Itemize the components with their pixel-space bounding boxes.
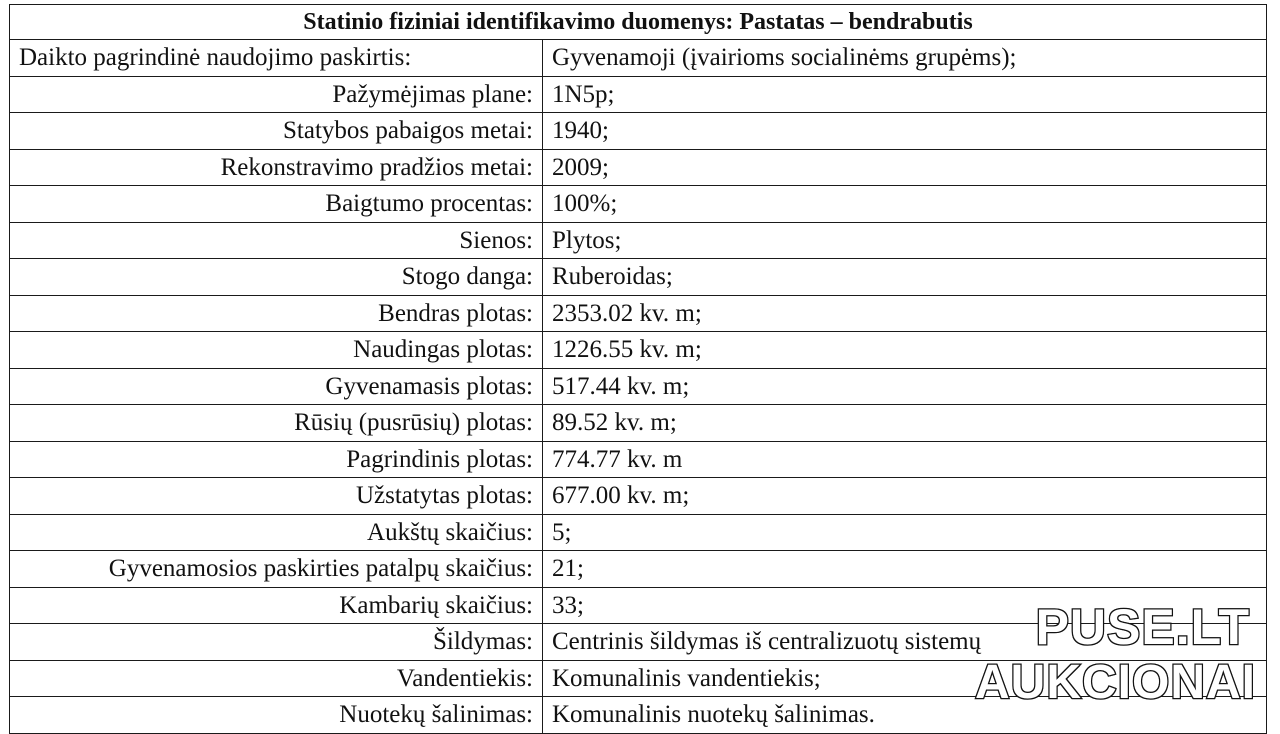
row-label: Gyvenamasis plotas:: [10, 368, 543, 405]
row-value: Komunalinis vandentiekis;: [543, 660, 1267, 697]
row-value: 677.00 kv. m;: [543, 478, 1267, 515]
row-label: Nuotekų šalinimas:: [10, 697, 543, 734]
row-label: Rekonstravimo pradžios metai:: [10, 149, 543, 186]
watermark-site: PUSE.LT: [1035, 599, 1250, 655]
row-value: 2353.02 kv. m;: [543, 295, 1267, 332]
table-row: [10, 332, 1267, 369]
row-value: Plytos;: [543, 222, 1267, 259]
watermark-section: AUKCIONAI: [975, 656, 1256, 709]
table-row: [10, 186, 1267, 223]
table-row: [10, 478, 1267, 515]
row-value: 1940;: [543, 113, 1267, 150]
table-row: [10, 222, 1267, 259]
row-label: Šildymas:: [10, 624, 543, 661]
row-value: 5;: [543, 514, 1267, 551]
row-value: 89.52 kv. m;: [543, 405, 1267, 442]
row-label: Bendras plotas:: [10, 295, 543, 332]
row-value: 2009;: [543, 149, 1267, 186]
table-row: [10, 368, 1267, 405]
row-label: Stogo danga:: [10, 259, 543, 296]
row-label: Kambarių skaičius:: [10, 587, 543, 624]
row-value: Gyvenamoji (įvairioms socialinėms grupėms);: [543, 40, 1267, 77]
row-value: 21;: [543, 551, 1267, 588]
row-label: Sienos:: [10, 222, 543, 259]
row-value: Komunalinis nuotekų šalinimas.: [543, 697, 1267, 734]
table-row: [10, 113, 1267, 150]
row-label: Aukštų skaičius:: [10, 514, 543, 551]
table-row: [10, 295, 1267, 332]
table-row: [10, 441, 1267, 478]
row-label: Baigtumo procentas:: [10, 186, 543, 223]
row-value: 1226.55 kv. m;: [543, 332, 1267, 369]
table-row: [10, 259, 1267, 296]
row-label: Vandentiekis:: [10, 660, 543, 697]
row-value: Centrinis šildymas iš centralizuotų sistemų: [543, 624, 1267, 661]
row-label: Gyvenamosios paskirties patalpų skaičius:: [10, 551, 543, 588]
table-header-row: [10, 5, 1267, 40]
table-row: [10, 76, 1267, 113]
row-value: Ruberoidas;: [543, 259, 1267, 296]
row-label: Statybos pabaigos metai:: [10, 113, 543, 150]
row-label: Daikto pagrindinė naudojimo paskirtis:: [10, 40, 543, 77]
row-label: Rūsių (pusrūsių) plotas:: [10, 405, 543, 442]
table-row: [10, 40, 1267, 77]
row-value: 100%;: [543, 186, 1267, 223]
row-value: 774.77 kv. m: [543, 441, 1267, 478]
row-value: 33;: [543, 587, 1267, 624]
row-label: Pagrindinis plotas:: [10, 441, 543, 478]
row-label: Pažymėjimas plane:: [10, 76, 543, 113]
table-title: Statinio fiziniai identifikavimo duomenys: Pastatas – bendrabutis: [10, 5, 1267, 40]
row-value: 1N5p;: [543, 76, 1267, 113]
row-value: 517.44 kv. m;: [543, 368, 1267, 405]
table-row: [10, 551, 1267, 588]
table-row: [10, 149, 1267, 186]
row-label: Užstatytas plotas:: [10, 478, 543, 515]
table-row: [10, 405, 1267, 442]
row-label: Naudingas plotas:: [10, 332, 543, 369]
table-row: [10, 514, 1267, 551]
